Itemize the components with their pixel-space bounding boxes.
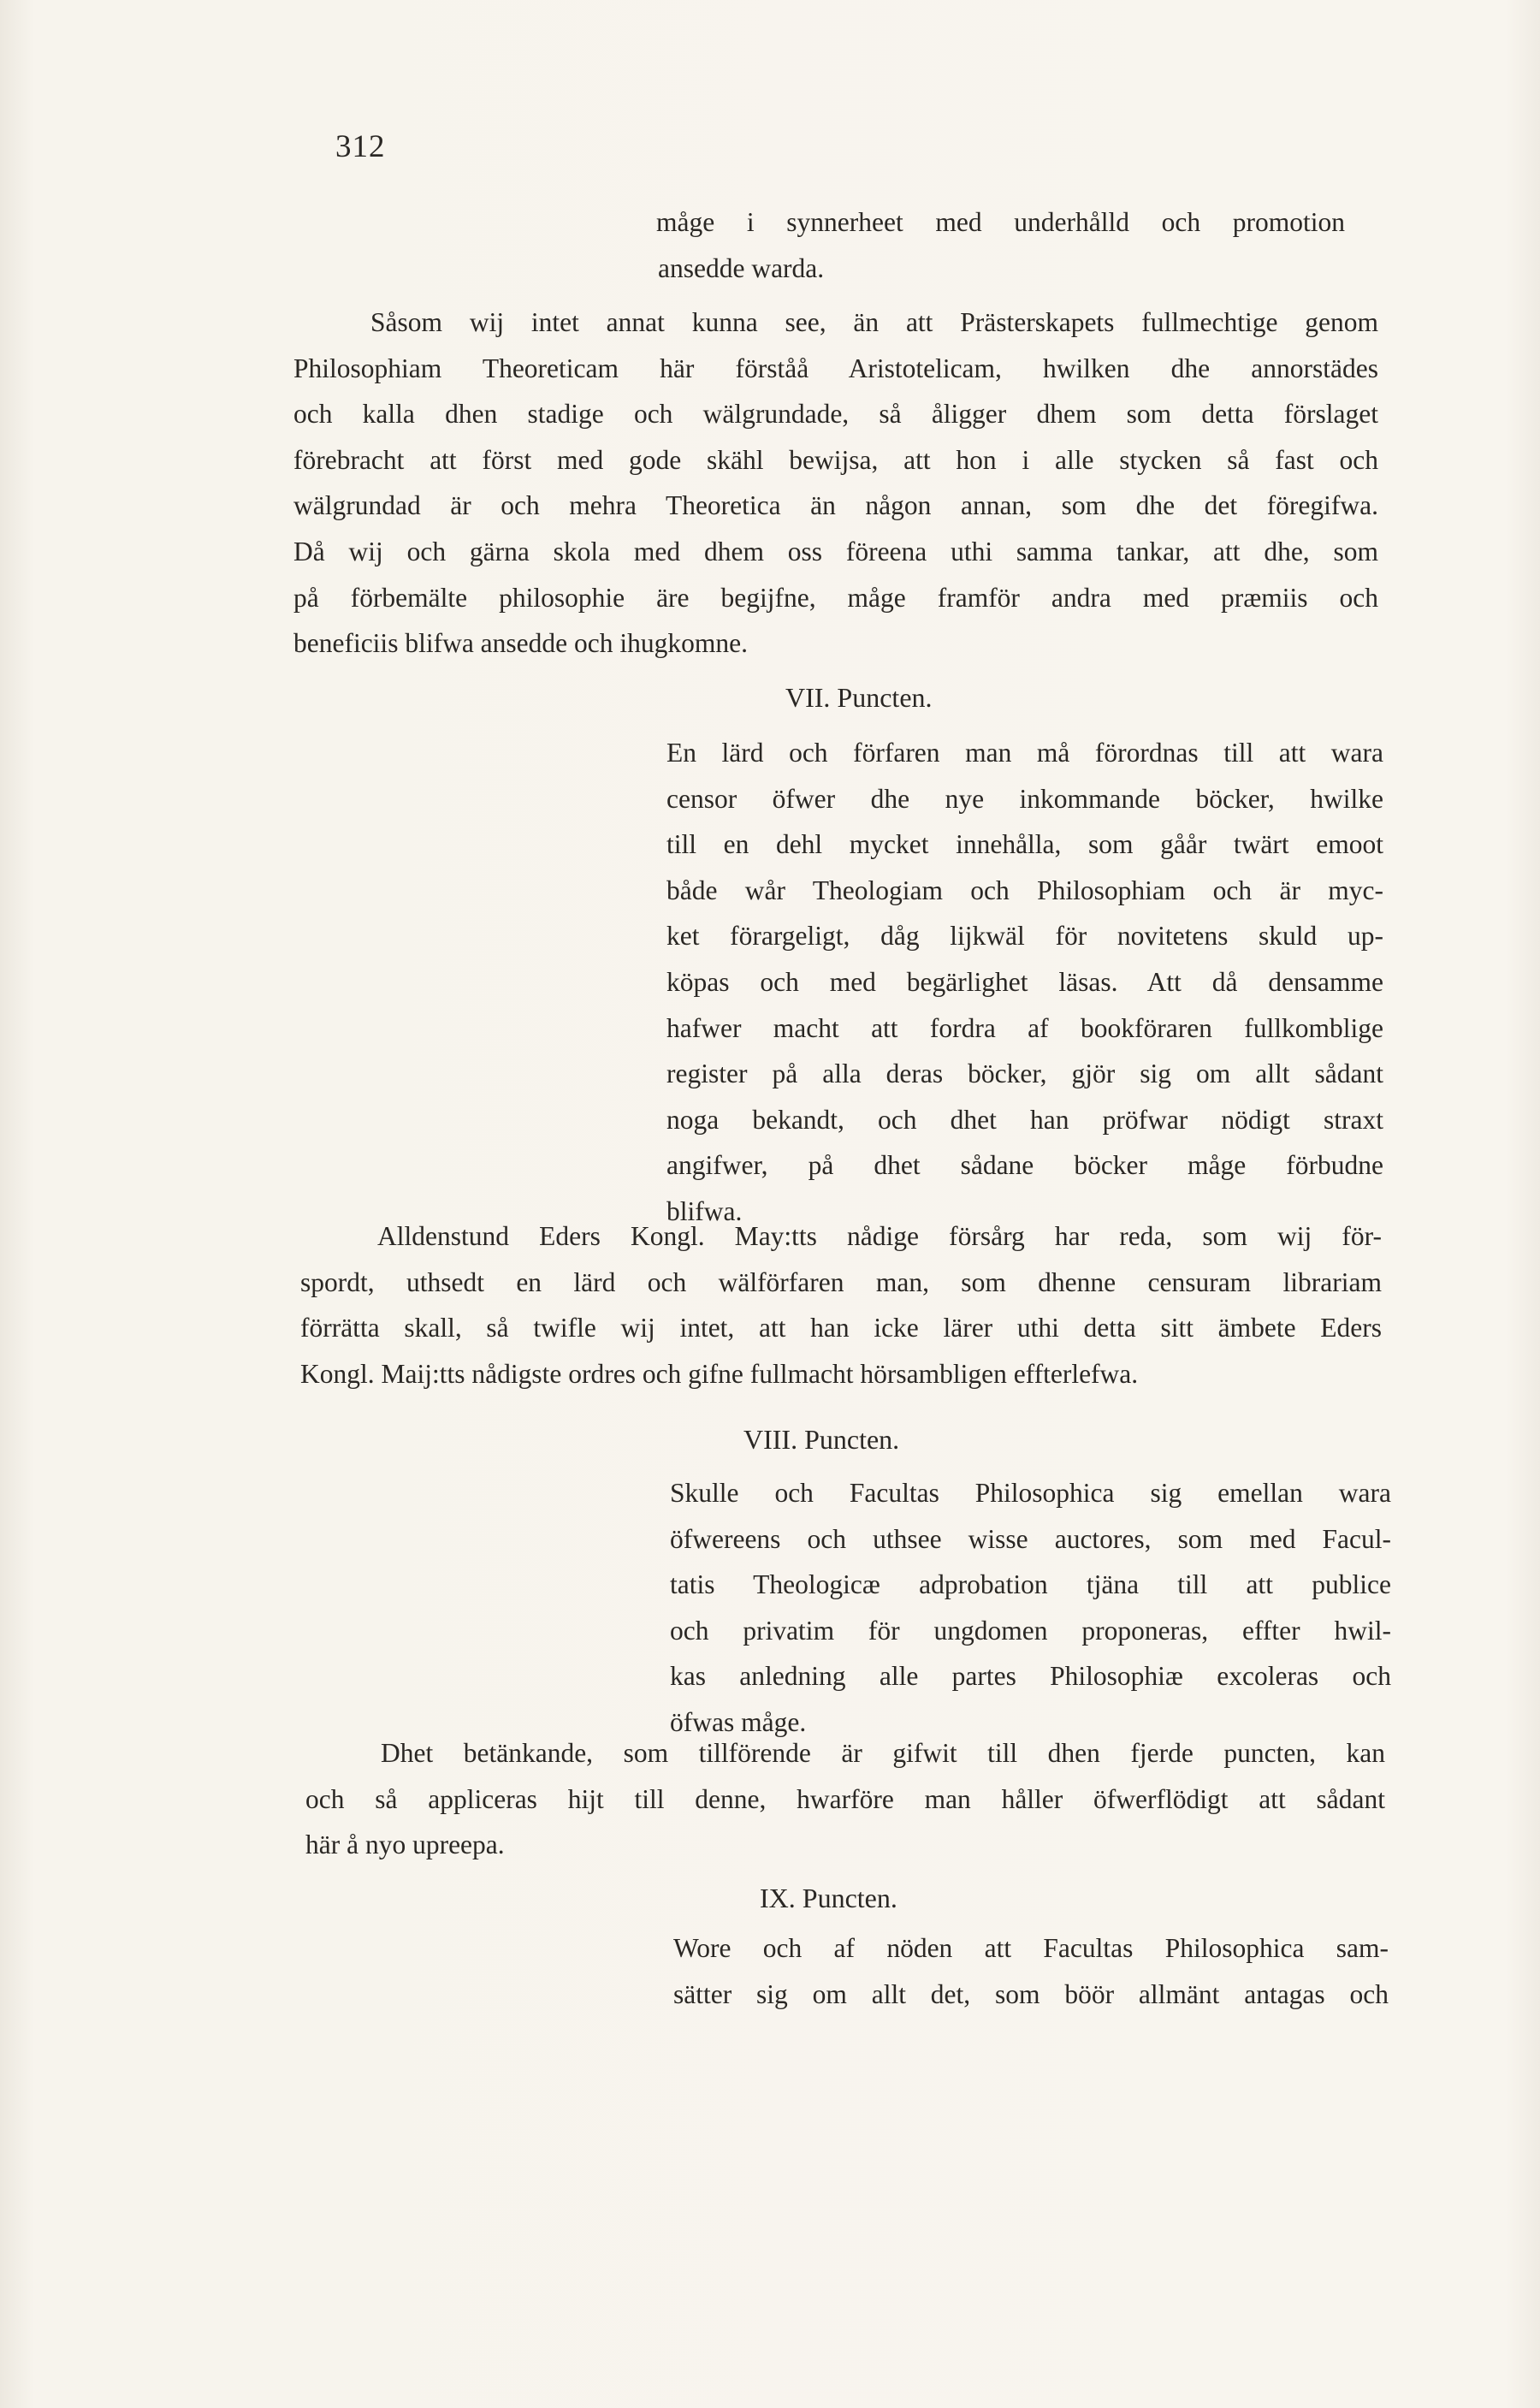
- section-heading-vii: VII. Puncten.: [785, 682, 933, 713]
- text-line: sätter sig om allt det, som böör allmänt antagas och: [673, 1978, 1389, 2009]
- intro-paragraph: [656, 199, 1345, 291]
- text-line: öfwas måge.: [670, 1706, 807, 1737]
- text-line: censor öfwer dhe nye inkommande böcker, hwilke: [666, 783, 1383, 814]
- response-paragraph-vii: [300, 1213, 1382, 1397]
- text-line: ansedde warda.: [658, 252, 825, 283]
- text-line: En lärd och förfaren man må förordnas till att wara: [666, 738, 1383, 768]
- section-heading-viii: VIII. Puncten.: [743, 1424, 900, 1455]
- text-line: register på alla deras böcker, gjör sig om allt sådant: [666, 1059, 1383, 1089]
- text-line: Philosophiam Theoreticam här förståå Aristotelicam, hwilken dhe annorstädes: [293, 353, 1378, 383]
- text-line: förrätta skall, så twifle wij intet, att han icke lärer uthi detta sitt ämbete Eders: [300, 1313, 1382, 1343]
- text-line: Alldenstund Eders Kongl. May:tts nådige försårg har reda, som wij för-: [377, 1221, 1382, 1251]
- section-heading-ix: IX. Puncten.: [760, 1883, 897, 1913]
- text-line: både wår Theologiam och Philosophiam och är myc-: [666, 875, 1383, 905]
- text-line: och privatim för ungdomen proponeras, effter hwil-: [670, 1615, 1391, 1646]
- text-line: wälgrundad är och mehra Theoretica än någon annan, som dhe det föregifwa.: [293, 490, 1378, 521]
- paragraph-response-6: [293, 300, 1378, 667]
- text-line: öfwereens och uthsee wisse auctores, som med Facul-: [670, 1523, 1391, 1554]
- response-paragraph-viii: [305, 1730, 1385, 1868]
- text-line: noga bekandt, och dhet han pröfwar nödigt straxt: [666, 1104, 1383, 1135]
- text-line: förebracht att först med gode skähl bewijsa, att hon i alle stycken så fast och: [293, 444, 1378, 475]
- text-line: Kongl. Maij:tts nådigste ordres och gifne fullmacht hörsambligen effterlefwa.: [300, 1358, 1139, 1389]
- text-line: ket förargeligt, dåg lijkwäl för novitetens skuld up-: [666, 921, 1383, 952]
- proposal-paragraph-vii: [666, 730, 1383, 1235]
- text-line: hafwer macht att fordra af bookföraren fullkomblige: [666, 1012, 1383, 1043]
- text-line: och så appliceras hijt till denne, hwarföre man håller öfwerflödigt att sådant: [305, 1783, 1385, 1814]
- text-line: till en dehl mycket innehålla, som gåår twärt emoot: [666, 829, 1383, 860]
- text-line: och kalla dhen stadige och wälgrundade, så åligger dhem som detta förslaget: [293, 399, 1378, 430]
- text-line: Skulle och Facultas Philosophica sig emellan wara: [670, 1478, 1391, 1508]
- text-line: angifwer, på dhet sådane böcker måge förbudne: [666, 1150, 1383, 1181]
- text-line: blifwa.: [666, 1195, 743, 1226]
- text-line: Dhet betänkande, som tillförende är gifwit till dhen fjerde puncten, kan: [381, 1738, 1385, 1768]
- text-line: spordt, uthsedt en lärd och wälförfaren man, som dhenne censuram librariam: [300, 1266, 1382, 1297]
- text-line: kas anledning alle partes Philosophiæ excoleras och: [670, 1661, 1391, 1692]
- page-number: 312: [335, 129, 386, 164]
- text-line: Då wij och gärna skola med dhem oss föreena uthi samma tankar, att dhe, som: [293, 536, 1378, 566]
- text-line: på förbemälte philosophie äre begijfne, måge framför andra med præmiis och: [293, 582, 1378, 613]
- proposal-paragraph-ix: [673, 1925, 1389, 2017]
- text-line: Såsom wij intet annat kunna see, än att Prästerskapets fullmechtige genom: [370, 307, 1378, 337]
- text-line: köpas och med begärlighet läsas. Att då densamme: [666, 966, 1383, 997]
- text-line: här å nyo upreepa.: [305, 1830, 505, 1860]
- text-line: tatis Theologicæ adprobation tjäna till att publice: [670, 1569, 1391, 1600]
- text-line: beneficiis blifwa ansedde och ihugkomne.: [293, 628, 748, 659]
- proposal-paragraph-viii: [670, 1470, 1391, 1746]
- text-line: måge i synnerheet med underhålld och promotion: [656, 207, 1345, 237]
- text-line: Wore och af nöden att Facultas Philosophica sam-: [673, 1933, 1389, 1963]
